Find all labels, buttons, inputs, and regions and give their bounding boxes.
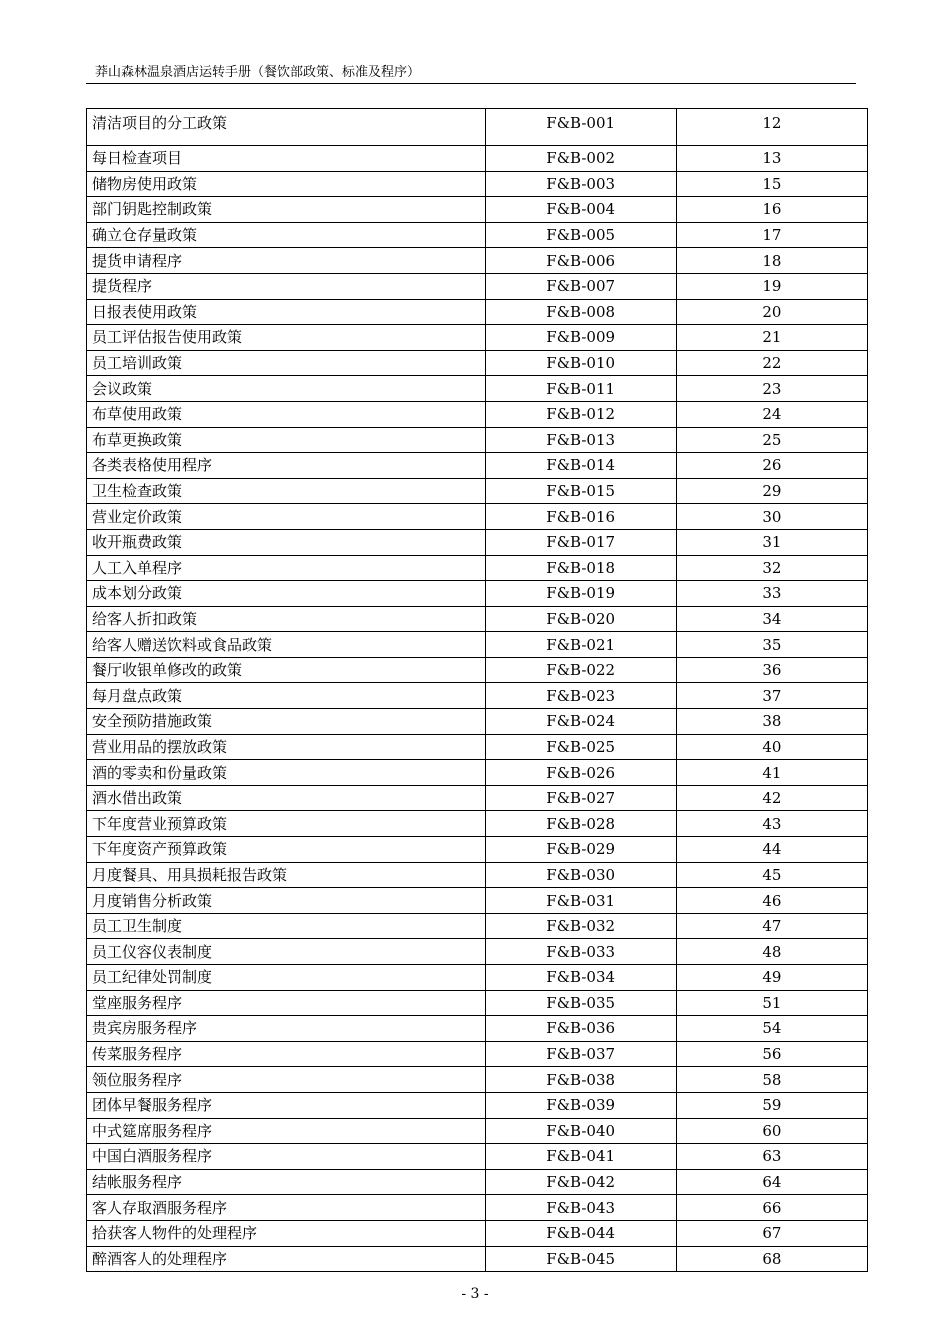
- toc-entry-title: 月度销售分析政策: [87, 888, 486, 914]
- toc-entry-code: F&B-030: [485, 862, 676, 888]
- toc-entry-title: 客人存取酒服务程序: [87, 1195, 486, 1221]
- toc-entry-page: 68: [676, 1246, 867, 1272]
- toc-entry-title: 中国白酒服务程序: [87, 1144, 486, 1170]
- toc-entry-code: F&B-015: [485, 478, 676, 504]
- toc-entry-code: F&B-045: [485, 1246, 676, 1272]
- table-row: [87, 299, 868, 325]
- toc-entry-code: F&B-022: [485, 657, 676, 683]
- toc-entry-page: 32: [676, 555, 867, 581]
- toc-entry-title: 会议政策: [87, 376, 486, 402]
- toc-entry-code: F&B-010: [485, 350, 676, 376]
- toc-entry-title: 传菜服务程序: [87, 1041, 486, 1067]
- toc-entry-code: F&B-029: [485, 837, 676, 863]
- toc-entry-page: 46: [676, 888, 867, 914]
- table-row: [87, 1220, 868, 1246]
- toc-entry-code: F&B-041: [485, 1144, 676, 1170]
- table-row: [87, 760, 868, 786]
- toc-entry-page: 56: [676, 1041, 867, 1067]
- toc-entry-page: 29: [676, 478, 867, 504]
- toc-entry-page: 60: [676, 1118, 867, 1144]
- table-row: [87, 529, 868, 555]
- toc-entry-page: 35: [676, 632, 867, 658]
- toc-entry-title: 营业用品的摆放政策: [87, 734, 486, 760]
- table-row: [87, 811, 868, 837]
- toc-entry-code: F&B-001: [485, 109, 676, 146]
- toc-entry-page: 44: [676, 837, 867, 863]
- toc-entry-code: F&B-037: [485, 1041, 676, 1067]
- toc-entry-code: F&B-008: [485, 299, 676, 325]
- toc-entry-title: 提货申请程序: [87, 248, 486, 274]
- header-rule: [86, 83, 856, 84]
- table-row: [87, 273, 868, 299]
- toc-entry-title: 安全预防措施政策: [87, 709, 486, 735]
- toc-entry-code: F&B-003: [485, 171, 676, 197]
- table-row: [87, 401, 868, 427]
- table-row: [87, 1041, 868, 1067]
- table-row: [87, 504, 868, 530]
- table-row: [87, 197, 868, 223]
- toc-entry-page: 49: [676, 965, 867, 991]
- toc-entry-page: 51: [676, 990, 867, 1016]
- toc-entry-page: 18: [676, 248, 867, 274]
- toc-entry-code: F&B-018: [485, 555, 676, 581]
- toc-entry-title: 员工仪容仪表制度: [87, 939, 486, 965]
- toc-entry-code: F&B-034: [485, 965, 676, 991]
- toc-entry-title: 领位服务程序: [87, 1067, 486, 1093]
- table-row: [87, 862, 868, 888]
- toc-entry-code: F&B-033: [485, 939, 676, 965]
- toc-entry-page: 48: [676, 939, 867, 965]
- toc-entry-page: 21: [676, 325, 867, 351]
- toc-entry-code: F&B-025: [485, 734, 676, 760]
- toc-entry-page: 13: [676, 146, 867, 172]
- page-number: - 3 -: [461, 1286, 489, 1302]
- toc-entry-page: 16: [676, 197, 867, 223]
- toc-entry-title: 下年度资产预算政策: [87, 837, 486, 863]
- toc-entry-code: F&B-014: [485, 453, 676, 479]
- toc-entry-page: 59: [676, 1092, 867, 1118]
- table-row: [87, 171, 868, 197]
- table-row: [87, 376, 868, 402]
- toc-entry-title: 清洁项目的分工政策: [87, 109, 486, 146]
- toc-entry-page: 54: [676, 1016, 867, 1042]
- toc-entry-page: 17: [676, 222, 867, 248]
- toc-entry-code: F&B-005: [485, 222, 676, 248]
- toc-entry-title: 储物房使用政策: [87, 171, 486, 197]
- toc-entry-title: 各类表格使用程序: [87, 453, 486, 479]
- toc-entry-title: 醉酒客人的处理程序: [87, 1246, 486, 1272]
- toc-entry-page: 26: [676, 453, 867, 479]
- toc-entry-title: 确立仓存量政策: [87, 222, 486, 248]
- toc-entry-title: 卫生检查政策: [87, 478, 486, 504]
- toc-entry-page: 20: [676, 299, 867, 325]
- toc-entry-page: 43: [676, 811, 867, 837]
- toc-body: [87, 109, 868, 1272]
- toc-entry-title: 人工入单程序: [87, 555, 486, 581]
- table-row: [87, 1246, 868, 1272]
- toc-entry-page: 47: [676, 913, 867, 939]
- toc-entry-code: F&B-009: [485, 325, 676, 351]
- toc-entry-title: 日报表使用政策: [87, 299, 486, 325]
- toc-entry-title: 员工纪律处罚制度: [87, 965, 486, 991]
- toc-entry-page: 40: [676, 734, 867, 760]
- toc-entry-title: 部门钥匙控制政策: [87, 197, 486, 223]
- table-row: [87, 1195, 868, 1221]
- toc-entry-code: F&B-040: [485, 1118, 676, 1144]
- table-row: [87, 888, 868, 914]
- table-row: [87, 146, 868, 172]
- toc-entry-title: 酒水借出政策: [87, 785, 486, 811]
- toc-entry-code: F&B-013: [485, 427, 676, 453]
- toc-entry-code: F&B-006: [485, 248, 676, 274]
- table-row: [87, 109, 868, 146]
- toc-entry-code: F&B-043: [485, 1195, 676, 1221]
- toc-entry-code: F&B-020: [485, 606, 676, 632]
- table-row: [87, 1144, 868, 1170]
- toc-entry-page: 19: [676, 273, 867, 299]
- toc-entry-title: 下年度营业预算政策: [87, 811, 486, 837]
- table-row: [87, 248, 868, 274]
- toc-entry-page: 64: [676, 1169, 867, 1195]
- toc-entry-page: 15: [676, 171, 867, 197]
- table-row: [87, 990, 868, 1016]
- toc-entry-code: F&B-038: [485, 1067, 676, 1093]
- toc-entry-code: F&B-036: [485, 1016, 676, 1042]
- running-header: 莽山森林温泉酒店运转手册（餐饮部政策、标准及程序）: [95, 65, 421, 80]
- table-row: [87, 965, 868, 991]
- toc-entry-code: F&B-028: [485, 811, 676, 837]
- toc-entry-code: F&B-019: [485, 581, 676, 607]
- toc-entry-title: 堂座服务程序: [87, 990, 486, 1016]
- toc-entry-page: 67: [676, 1220, 867, 1246]
- toc-entry-code: F&B-021: [485, 632, 676, 658]
- table-row: [87, 1169, 868, 1195]
- toc-entry-page: 24: [676, 401, 867, 427]
- toc-entry-code: F&B-004: [485, 197, 676, 223]
- table-row: [87, 427, 868, 453]
- toc-entry-page: 63: [676, 1144, 867, 1170]
- toc-entry-title: 结帐服务程序: [87, 1169, 486, 1195]
- table-row: [87, 939, 868, 965]
- toc-entry-title: 给客人赠送饮料或食品政策: [87, 632, 486, 658]
- toc-entry-code: F&B-017: [485, 529, 676, 555]
- toc-entry-page: 34: [676, 606, 867, 632]
- table-row: [87, 555, 868, 581]
- toc-entry-title: 餐厅收银单修改的政策: [87, 657, 486, 683]
- toc-entry-code: F&B-002: [485, 146, 676, 172]
- toc-entry-page: 33: [676, 581, 867, 607]
- toc-entry-title: 布草更换政策: [87, 427, 486, 453]
- table-row: [87, 709, 868, 735]
- table-row: [87, 734, 868, 760]
- toc-entry-page: 38: [676, 709, 867, 735]
- toc-entry-code: F&B-023: [485, 683, 676, 709]
- table-row: [87, 606, 868, 632]
- table-row: [87, 325, 868, 351]
- toc-entry-title: 给客人折扣政策: [87, 606, 486, 632]
- toc-entry-title: 中式筵席服务程序: [87, 1118, 486, 1144]
- toc-entry-code: F&B-011: [485, 376, 676, 402]
- toc-entry-page: 31: [676, 529, 867, 555]
- toc-entry-title: 员工评估报告使用政策: [87, 325, 486, 351]
- toc-entry-page: 30: [676, 504, 867, 530]
- table-row: [87, 632, 868, 658]
- toc-entry-page: 36: [676, 657, 867, 683]
- toc-entry-code: F&B-007: [485, 273, 676, 299]
- toc-entry-title: 月度餐具、用具损耗报告政策: [87, 862, 486, 888]
- toc-entry-code: F&B-042: [485, 1169, 676, 1195]
- toc-entry-title: 酒的零卖和份量政策: [87, 760, 486, 786]
- toc-entry-code: F&B-027: [485, 785, 676, 811]
- table-row: [87, 581, 868, 607]
- toc-entry-page: 66: [676, 1195, 867, 1221]
- toc-entry-page: 23: [676, 376, 867, 402]
- toc-entry-title: 成本划分政策: [87, 581, 486, 607]
- table-row: [87, 1118, 868, 1144]
- toc-entry-title: 员工卫生制度: [87, 913, 486, 939]
- toc-entry-page: 45: [676, 862, 867, 888]
- toc-entry-page: 37: [676, 683, 867, 709]
- toc-entry-code: F&B-031: [485, 888, 676, 914]
- toc-table: [86, 108, 868, 1272]
- toc-entry-title: 每月盘点政策: [87, 683, 486, 709]
- table-row: [87, 1016, 868, 1042]
- table-row: [87, 453, 868, 479]
- toc-entry-code: F&B-044: [485, 1220, 676, 1246]
- toc-entry-code: F&B-012: [485, 401, 676, 427]
- toc-entry-page: 58: [676, 1067, 867, 1093]
- table-row: [87, 1092, 868, 1118]
- toc-entry-code: F&B-026: [485, 760, 676, 786]
- toc-entry-title: 提货程序: [87, 273, 486, 299]
- toc-entry-code: F&B-016: [485, 504, 676, 530]
- table-row: [87, 683, 868, 709]
- toc-entry-page: 22: [676, 350, 867, 376]
- toc-entry-title: 营业定价政策: [87, 504, 486, 530]
- table-row: [87, 1067, 868, 1093]
- table-row: [87, 785, 868, 811]
- toc-entry-page: 42: [676, 785, 867, 811]
- toc-entry-title: 贵宾房服务程序: [87, 1016, 486, 1042]
- toc-entry-title: 员工培训政策: [87, 350, 486, 376]
- toc-entry-code: F&B-032: [485, 913, 676, 939]
- toc-entry-code: F&B-024: [485, 709, 676, 735]
- toc-entry-page: 12: [676, 109, 867, 146]
- table-row: [87, 350, 868, 376]
- table-row: [87, 222, 868, 248]
- toc-entry-title: 拾获客人物件的处理程序: [87, 1220, 486, 1246]
- toc-entry-code: F&B-035: [485, 990, 676, 1016]
- toc-entry-page: 41: [676, 760, 867, 786]
- toc-entry-title: 收开瓶费政策: [87, 529, 486, 555]
- table-row: [87, 913, 868, 939]
- toc-entry-code: F&B-039: [485, 1092, 676, 1118]
- table-row: [87, 837, 868, 863]
- table-row: [87, 478, 868, 504]
- toc-entry-page: 25: [676, 427, 867, 453]
- toc-entry-title: 布草使用政策: [87, 401, 486, 427]
- toc-entry-title: 每日检查项目: [87, 146, 486, 172]
- table-row: [87, 657, 868, 683]
- toc-entry-title: 团体早餐服务程序: [87, 1092, 486, 1118]
